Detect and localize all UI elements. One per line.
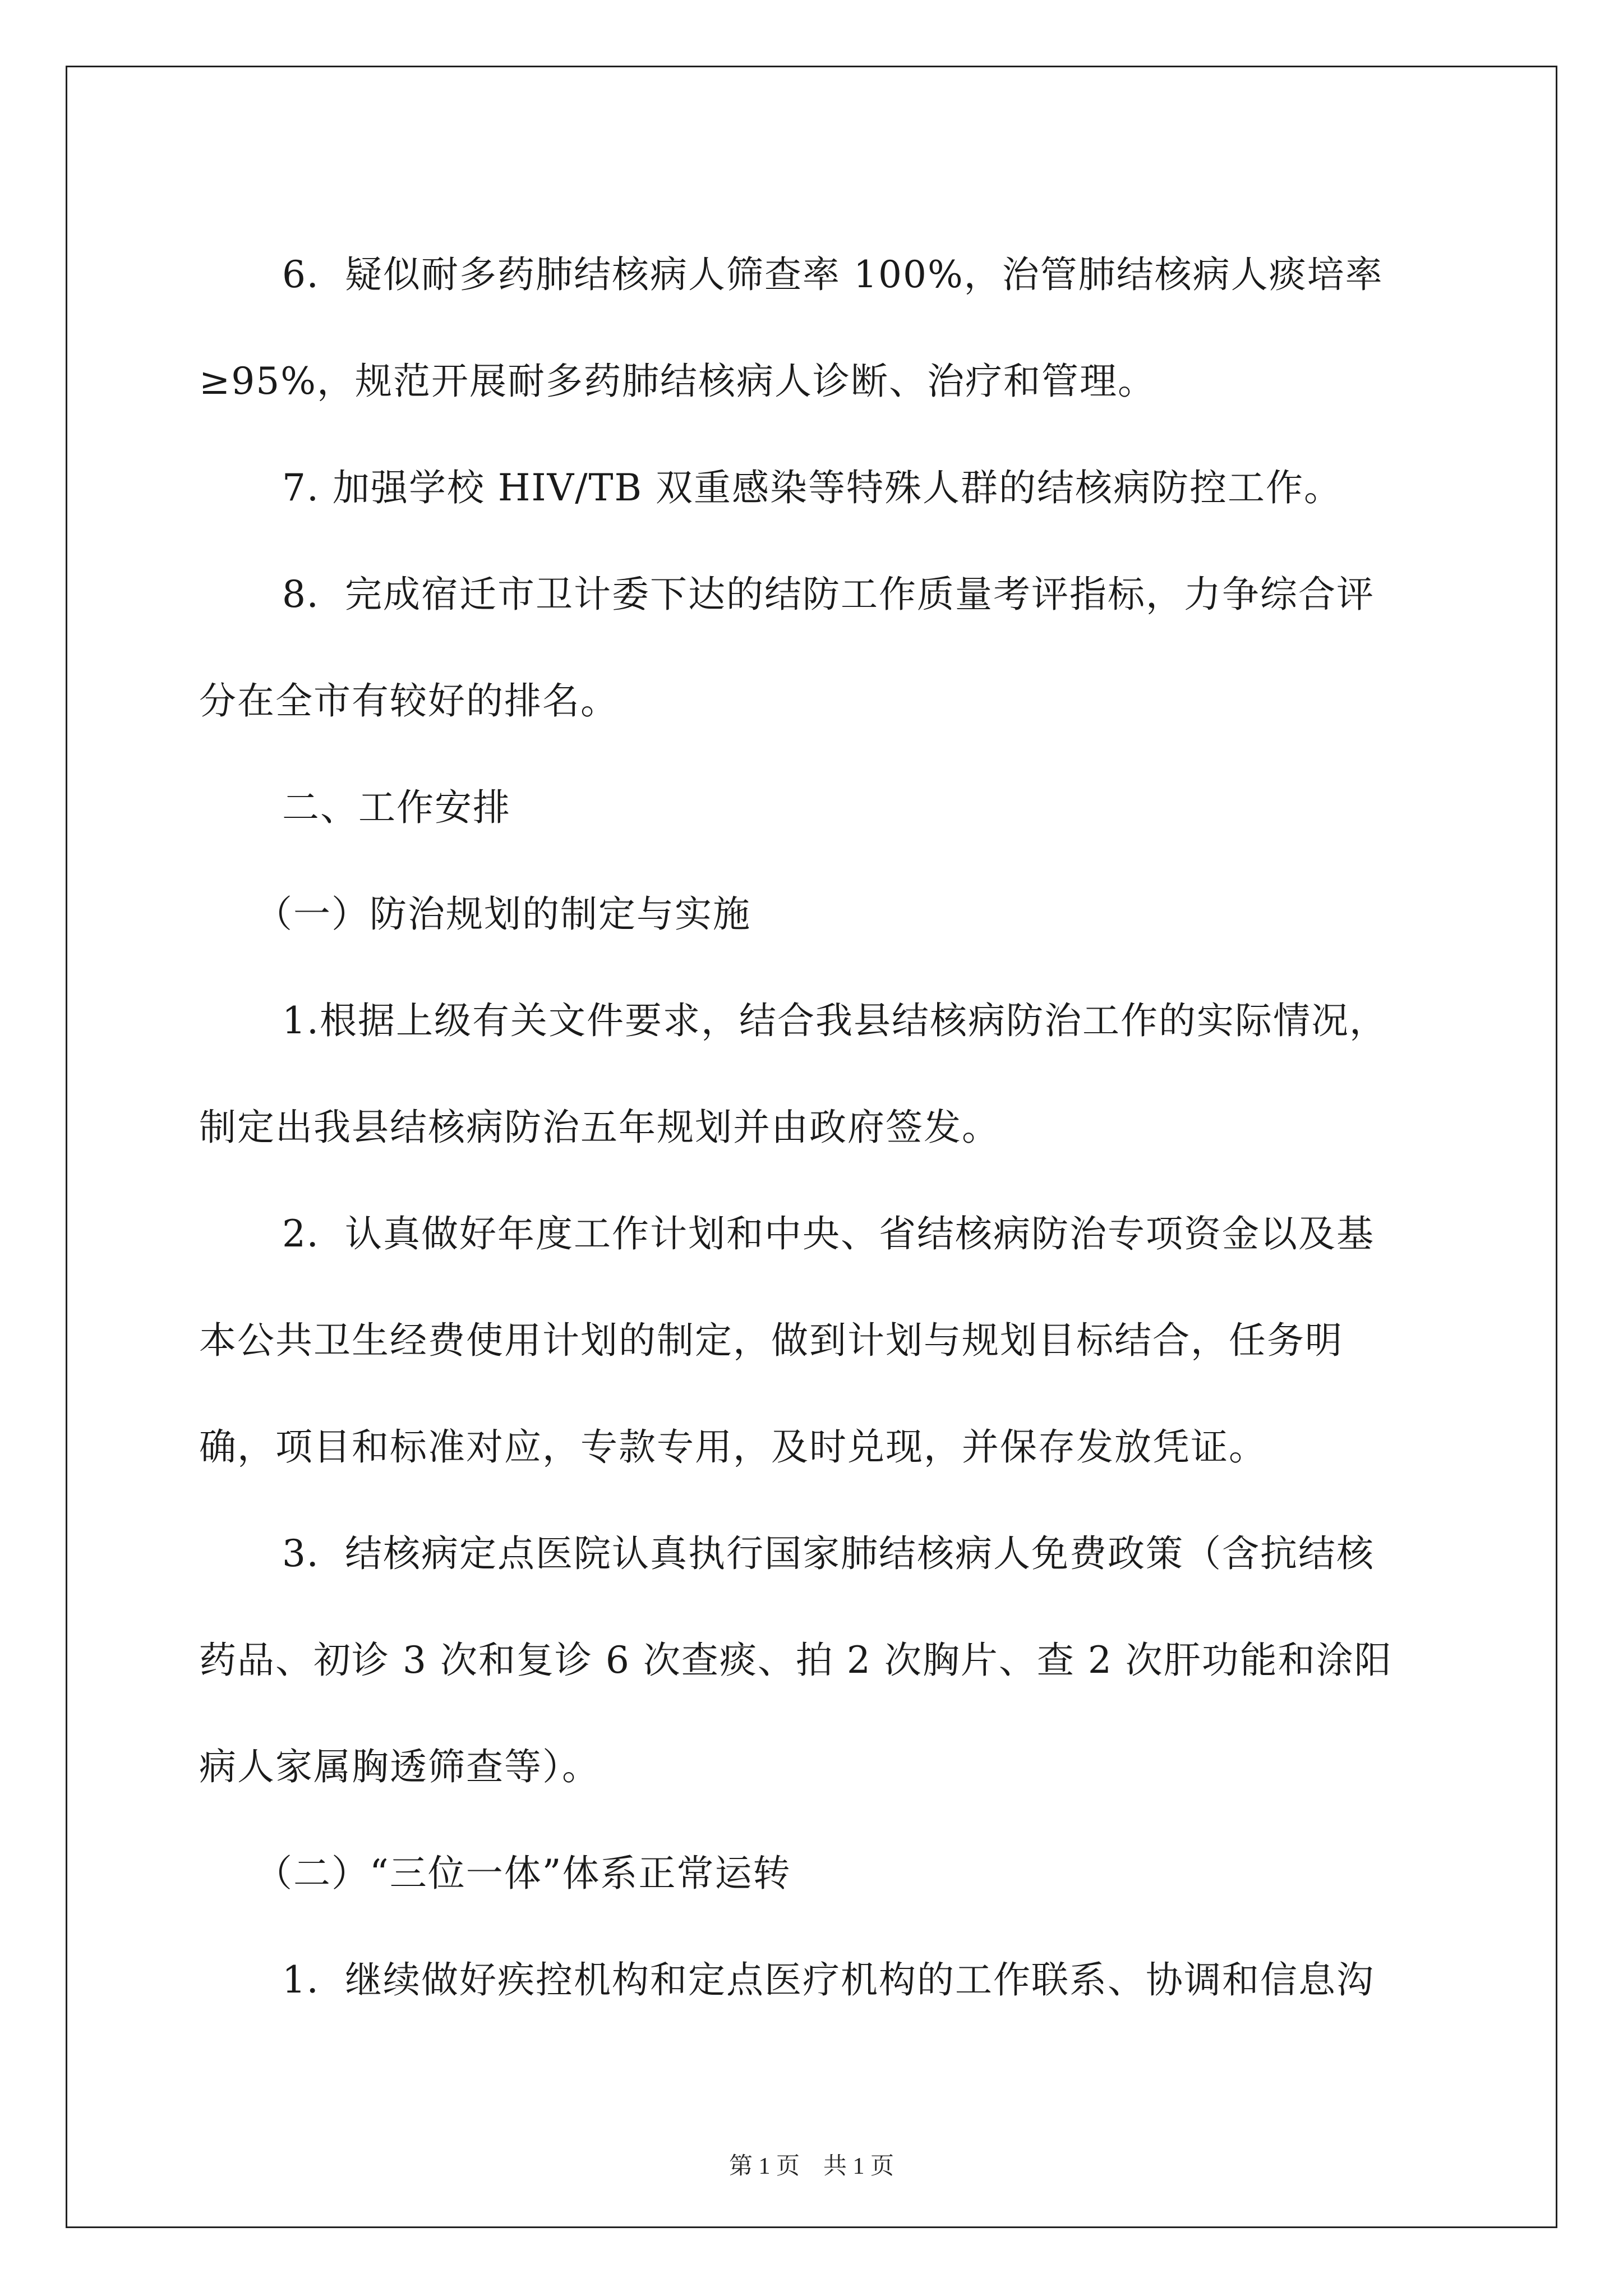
text-line: 分在全市有较好的排名。 xyxy=(199,679,619,723)
text-line: ≥95%，规范开展耐多药肺结核病人诊断、治疗和管理。 xyxy=(199,360,1156,403)
text-line: 8．完成宿迁市卫计委下达的结防工作质量考评指标，力争综合评 xyxy=(282,573,1375,616)
text-line: 2．认真做好年度工作计划和中央、省结核病防治专项资金以及基 xyxy=(282,1212,1375,1255)
text-line: 药品、初诊 3 次和复诊 6 次查痰、拍 2 次胸片、查 2 次肝功能和涂阳 xyxy=(199,1639,1393,1682)
text-line: 1．继续做好疾控机构和定点医疗机构的工作联系、协调和信息沟 xyxy=(282,1958,1375,2001)
text-line: 3．结核病定点医院认真执行国家肺结核病人免费政策（含抗结核 xyxy=(282,1532,1375,1575)
text-line: 6．疑似耐多药肺结核病人筛查率 100%，治管肺结核病人痰培率 xyxy=(282,253,1384,296)
text-line: 制定出我县结核病防治五年规划并由政府签发。 xyxy=(199,1106,1000,1149)
text-line: 本公共卫生经费使用计划的制定，做到计划与规划目标结合，任务明 xyxy=(199,1319,1343,1362)
section-heading: 二、工作安排 xyxy=(282,786,511,829)
subsection-heading: （一）防治规划的制定与实施 xyxy=(255,892,751,936)
page-number-footer: 第 1 页 共 1 页 xyxy=(728,2154,894,2179)
text-line: 7. 加强学校 HIV/TB 双重感染等特殊人群的结核病防控工作。 xyxy=(282,466,1342,509)
document-body xyxy=(199,222,1433,2033)
text-line: 1.根据上级有关文件要求，结合我县结核病防治工作的实际情况， xyxy=(282,999,1387,1042)
text-line: 病人家属胸透筛查等）。 xyxy=(199,1745,600,1788)
subsection-heading: （二）“三位一体”体系正常运转 xyxy=(255,1852,791,1895)
text-line: 确，项目和标准对应，专款专用，及时兑现，并保存发放凭证。 xyxy=(199,1425,1267,1469)
